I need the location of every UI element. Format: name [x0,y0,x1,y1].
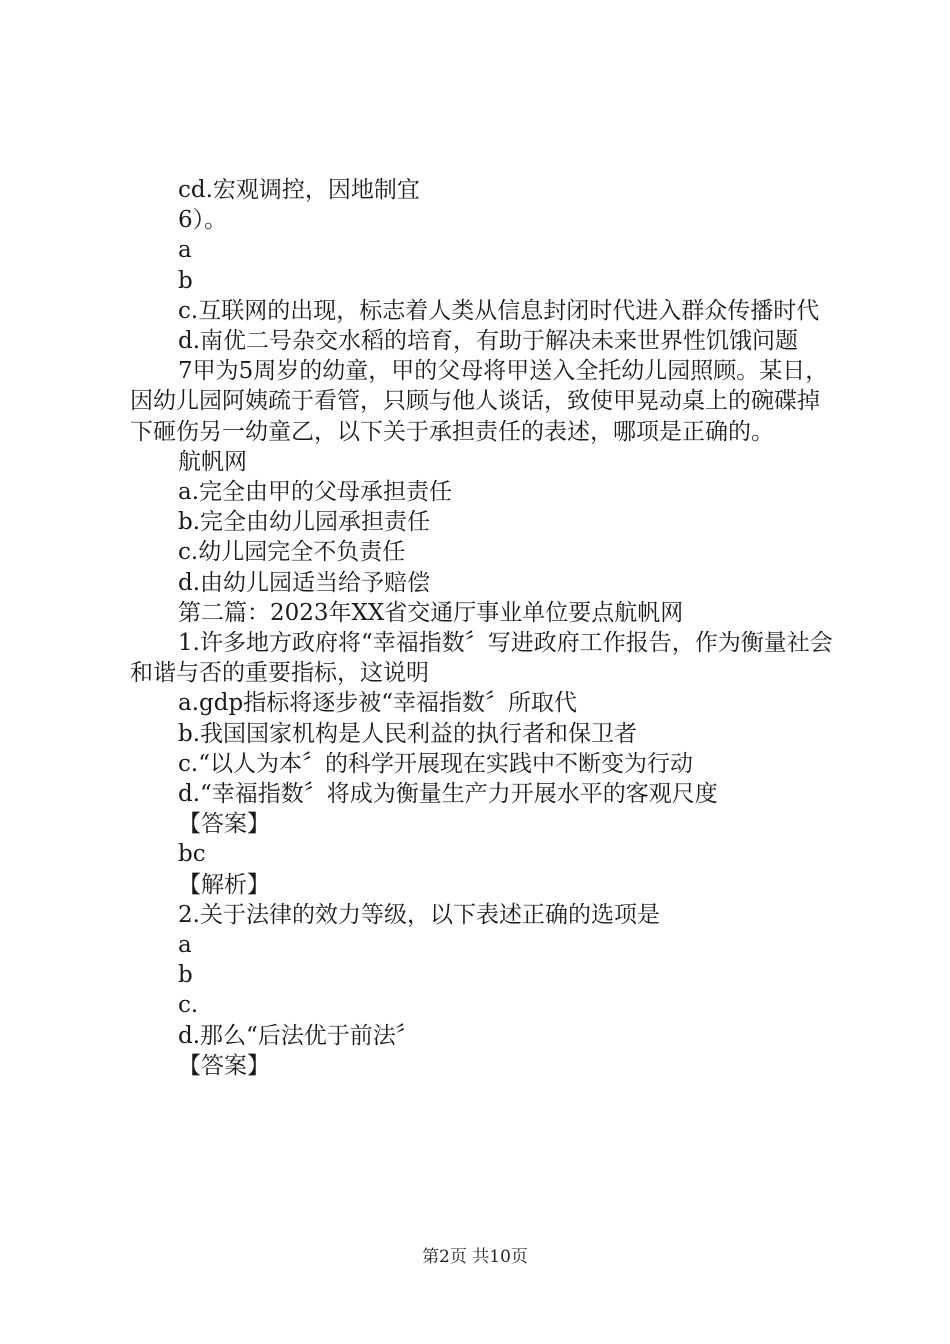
answer-label: 【答案】 [178,1052,270,1079]
text-line: b.我国国家机构是人民利益的执行者和保卫者 [178,720,638,747]
text-line: a.gdp指标将逐步被“幸福指数〞所取代 [178,690,577,717]
text-line: c. [178,992,199,1019]
text-line: a.完全由甲的父母承担责任 [178,479,453,506]
text-line: b [178,267,193,294]
text-line: a [178,932,192,959]
document-body [130,175,835,1081]
text-line: a [178,237,192,264]
analysis-label: 【解析】 [178,871,270,898]
text-line: d.由幼儿园适当给予赔偿 [178,569,431,596]
text-paragraph: d.南优二号杂交水稻的培育，有助于解决未来世界性饥饿问题 [178,328,799,355]
text-line: c.“以人为本〞的科学开展现在实践中不断变为行动 [178,750,693,777]
text-line: b [178,962,193,989]
text-paragraph: 1.许多地方政府将“幸福指数〞写进政府工作报告，作为衡量社会和谐与否的重要指标，这说明 [130,630,833,687]
text-line: 航帆网 [178,448,247,475]
text-line: cd.宏观调控，因地制宜 [178,177,420,203]
text-paragraph: 7甲为5周岁的幼童，甲的父母将甲送入全托幼儿园照顾。某日，因幼儿园阿姨疏于看管，只顾与他人谈话，致使甲晃动桌上的碗碟掉下砸伤另一幼童乙，以下关于承担责任的表述，哪项是正确的。 [130,358,829,445]
page-footer: 第2页 共10页 [422,1247,528,1267]
section-heading: 第二篇：2023年XX省交通厅事业单位要点航帆网 [178,599,684,626]
text-paragraph: c.互联网的出现，标志着人类从信息封闭时代进入群众传播时代 [178,297,820,324]
text-line: 6）。 [178,207,228,234]
text-line: d.“幸福指数〞将成为衡量生产力开展水平的客观尺度 [178,781,718,808]
text-line: d.那么“后法优于前法〞 [178,1022,419,1049]
text-line: c.幼儿园完全不负责任 [178,539,406,566]
answer-value: bc [178,841,206,868]
text-line: b.完全由幼儿园承担责任 [178,509,431,536]
answer-label: 【答案】 [178,811,270,838]
text-line: 2.关于法律的效力等级，以下表述正确的选项是 [178,901,660,928]
